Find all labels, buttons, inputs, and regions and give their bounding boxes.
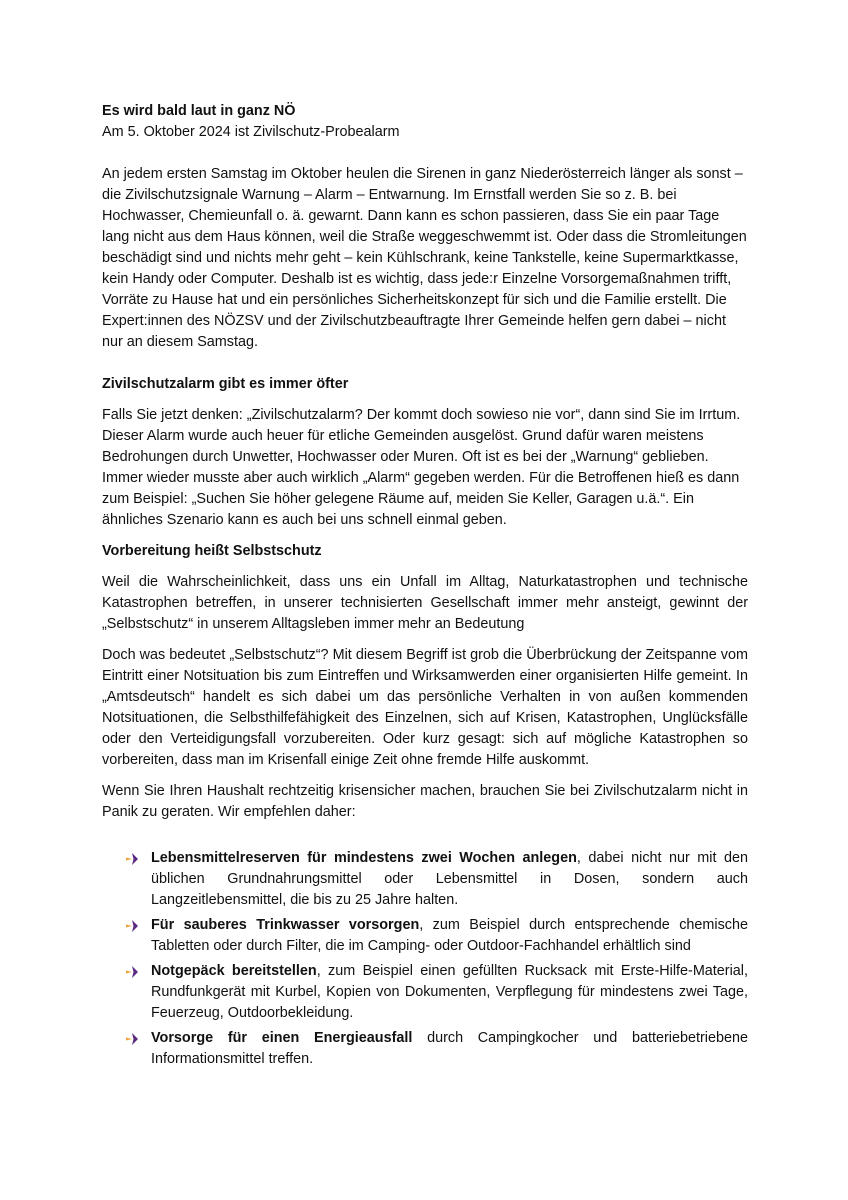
section2-paragraph-3: Wenn Sie Ihren Haushalt rechtzeitig krisensicher machen, brauchen Sie bei Zivilschutzalarm nicht in Panik zu geraten. Wir empfehlen daher:	[102, 783, 748, 820]
page-subtitle: Am 5. Oktober 2024 ist Zivilschutz-Probealarm	[102, 124, 400, 140]
section-heading-zivilschutzalarm: Zivilschutzalarm gibt es immer öfter	[102, 376, 349, 392]
section2-paragraph-1: Weil die Wahrscheinlichkeit, dass uns ein Unfall im Alltag, Naturkatastrophen und technische Katastrophen betreffen, in unserer technisierten Gesellschaft immer mehr ansteigt, gewinnt der „Selbstschutz“ in unserem Alltagsleben immer mehr an Bedeutung	[102, 574, 748, 632]
section1-paragraph: Falls Sie jetzt denken: „Zivilschutzalarm? Der kommt doch sowieso nie vor“, dann sind Sie im Irrtum. Dieser Alarm wurde auch heuer für etliche Gemeinden ausgelöst. Grund dafür waren meistens Bedrohungen durch Unwetter, Hochwasser oder Muren. Oft ist es bei der „Warnung“ geblieben. Immer wieder musste aber auch wirklich „Alarm“ gegeben werden. Für die Betroffenen hieß es dann zum Beispiel: „Suchen Sie höher gelegene Räume auf, meiden Sie Keller, Garagen u.ä.“. Ein ähnliches Szenario kann es auch bei uns schnell einmal geben.	[102, 407, 741, 528]
intro-paragraph: An jedem ersten Samstag im Oktober heulen die Sirenen in ganz Niederösterreich länger als sonst – die Zivilschutzsignale Warnung – Alarm – Entwarnung. Im Ernstfall werden Sie so z. B. bei Hochwasser, Chemieunfall o. ä. gewarnt. Dann kann es schon passieren, dass Sie ein paar Tage lang nicht aus dem Haus können, weil die Straße weggeschwemmt ist. Oder dass die Stromleitungen beschädigt sind und nichts mehr geht – kein Kühlschrank, keine Tankstelle, keine Supermarktkasse, kein Handy oder Computer. Deshalb ist es wichtig, dass jede:r Einzelne Vorsorgemaßnahmen trifft, Vorräte zu Hause hat und ein persönliches Sicherheitskonzept für sich und die Familie erstellt. Die Expert:innen des NÖZSV und der Zivilschutzbeauftragte Ihrer Gemeinde helfen gern dabei – nicht nur an diesem Samstag.	[102, 166, 747, 350]
list-item	[102, 915, 748, 957]
section-heading-vorbereitung: Vorbereitung heißt Selbstschutz	[102, 543, 322, 559]
recommendation-list	[102, 848, 748, 1070]
arrow-bullet-icon	[126, 966, 138, 978]
list-item-text: , zum Beispiel einen gefüllten Rucksack mit Erste-Hilfe-Material, Rundfunkgerät mit Kurbel, Kopien von Dokumenten, Verpflegung für mindestens zwei Tage, Feuerzeug, Outdoorbekleidung.	[151, 963, 748, 1021]
list-item-text: durch Campingkocher und batteriebetriebene Informationsmittel treffen.	[151, 1030, 749, 1067]
arrow-bullet-icon	[126, 920, 138, 932]
list-item-text: , dabei nicht nur mit den üblichen Grundnahrungsmittel oder Lebensmittel in Dosen, sondern auch Langzeitlebensmittel, die bis zu 25 Jahre halten.	[151, 850, 749, 908]
arrow-bullet-icon	[126, 853, 138, 865]
list-item-bold: Vorsorge für einen Energieausfall	[151, 1030, 413, 1046]
list-item-bold: Für sauberes Trinkwasser vorsorgen	[151, 917, 420, 933]
page-title: Es wird bald laut in ganz NÖ	[102, 103, 296, 119]
list-item	[102, 1028, 748, 1070]
list-item	[102, 961, 748, 1024]
list-item-text: , zum Beispiel durch entsprechende chemische Tabletten oder durch Filter, die im Camping- oder Outdoor-Fachhandel erhältlich sind	[151, 917, 748, 954]
section2-paragraph-2: Doch was bedeutet „Selbstschutz“? Mit diesem Begriff ist grob die Überbrückung der Zeitspanne vom Eintritt einer Notsituation bis zum Eintreffen und Wirksamwerden einer organisierten Hilfe gemeint. In „Amtsdeutsch“ handelt es sich dabei um das persönliche Verhalten in von außen kommenden Notsituationen, die Selbsthilfefähigkeit des Einzelnen, sich auf Krisen, Katastrophen, Unglücksfälle oder den Verteidigungsfall vorzubereiten. Oder kurz gesagt: sich auf mögliche Katastrophen so vorbereiten, dass man im Krisenfall einige Zeit ohne fremde Hilfe auskommt.	[102, 647, 748, 768]
list-item-bold: Lebensmittelreserven für mindestens zwei Wochen anlegen	[151, 850, 577, 866]
list-item-bold: Notgepäck bereitstellen	[151, 963, 317, 979]
arrow-bullet-icon	[126, 1033, 138, 1045]
list-item	[102, 848, 748, 911]
document-content	[102, 101, 748, 1074]
